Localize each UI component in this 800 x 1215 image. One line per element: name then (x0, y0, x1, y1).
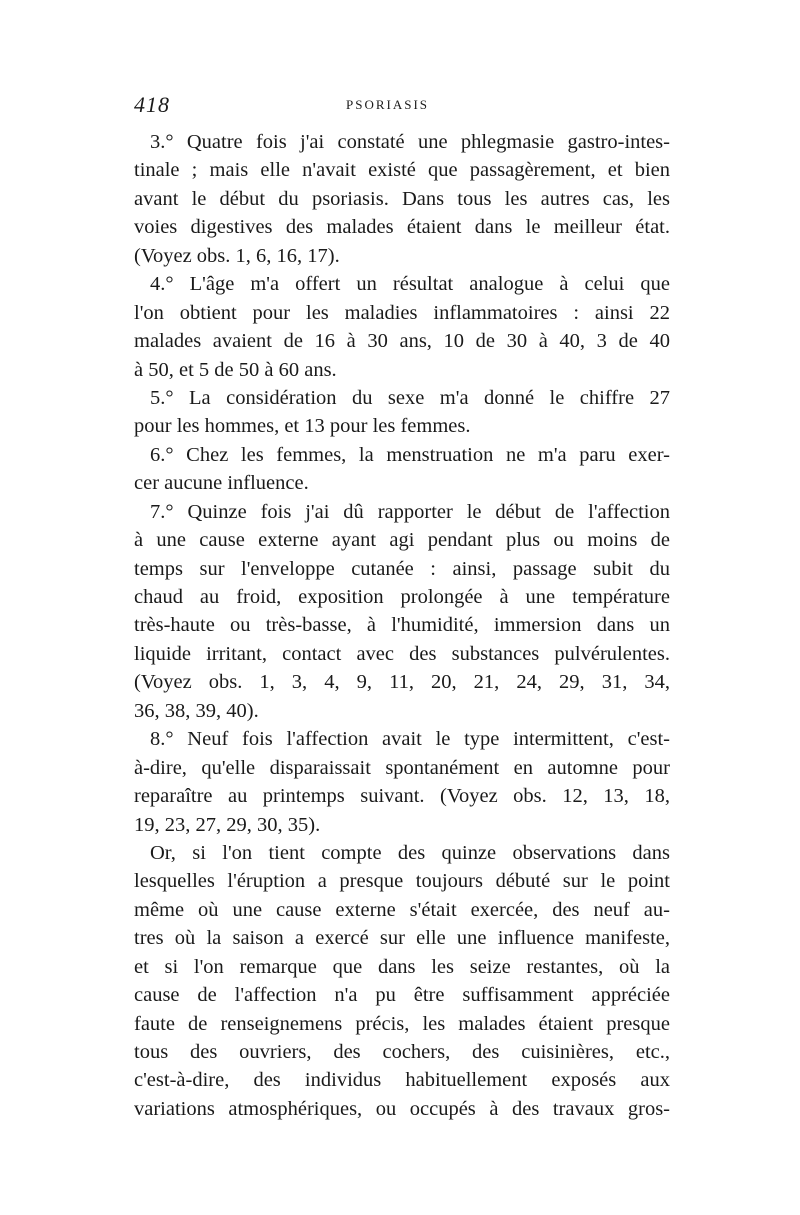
text-line: cause de l'affection n'a pu être suffisamment appréciée (134, 984, 670, 1007)
text-line: chaud au froid, exposition prolongée à une température (134, 586, 670, 608)
text-line: tous des ouvriers, des cochers, des cuisinières, etc., (134, 1041, 670, 1063)
text-line: avant le début du psoriasis. Dans tous les autres cas, les (134, 187, 670, 210)
page-header (134, 92, 674, 122)
text-line: malades avaient de 16 à 30 ans, 10 de 30 à 40, 3 de 40 (134, 330, 670, 353)
text-line: temps sur l'enveloppe cutanée : ainsi, passage subit du (134, 557, 670, 580)
text-line: (Voyez obs. 1, 6, 16, 17). (134, 244, 340, 267)
text-line: (Voyez obs. 1, 3, 4, 9, 11, 20, 21, 24, 29, 31, 34, (134, 671, 670, 694)
text-line: cer aucune influence. (134, 472, 309, 495)
text-line: à-dire, qu'elle disparaissait spontanément en automne pour (134, 756, 670, 779)
text-line: 8.° Neuf fois l'affection avait le type intermittent, c'est- (150, 728, 670, 751)
text-line: 19, 23, 27, 29, 30, 35). (134, 813, 321, 836)
text-line: 3.° Quatre fois j'ai constaté une phlegmasie gastro-intes- (150, 131, 670, 153)
text-line: 5.° La considération du sexe m'a donné le chiffre 27 (150, 386, 670, 409)
text-line: liquide irritant, contact avec des substances pulvérulentes. (134, 642, 670, 665)
text-line: 7.° Quinze fois j'ai dû rapporter le début de l'affection (150, 500, 670, 523)
text-line: à une cause externe ayant agi pendant plus ou moins de (134, 529, 670, 552)
body-text (134, 128, 670, 1123)
text-line: 6.° Chez les femmes, la menstruation ne m'a paru exer- (150, 443, 670, 466)
running-head: PSORIASIS (346, 97, 430, 112)
text-line: lesquelles l'éruption a presque toujours débuté sur le point (134, 870, 670, 893)
text-line: faute de renseignemens précis, les malades étaient presque (134, 1012, 670, 1035)
text-line: tres où la saison a exercé sur elle une influence manifeste, (134, 927, 670, 950)
text-line: variations atmosphériques, ou occupés à des travaux gros- (134, 1097, 670, 1120)
text-line: reparaître au printemps suivant. (Voyez obs. 12, 13, 18, (134, 785, 670, 808)
text-line: 4.° L'âge m'a offert un résultat analogue à celui que (150, 273, 670, 296)
text-line: pour les hommes, et 13 pour les femmes. (134, 415, 471, 438)
text-line: même où une cause externe s'était exercée, des neuf au- (134, 898, 670, 921)
text-line: c'est-à-dire, des individus habituellement exposés aux (134, 1069, 670, 1092)
text-line: à 50, et 5 de 50 à 60 ans. (134, 358, 337, 381)
text-line: voies digestives des malades étaient dans le meilleur état. (134, 216, 670, 239)
text-line: et si l'on remarque que dans les seize restantes, où la (134, 955, 670, 978)
text-line: 36, 38, 39, 40). (134, 699, 259, 722)
text-line: tinale ; mais elle n'avait existé que passagèrement, et bien (134, 159, 670, 182)
text-line: très-haute ou très-basse, à l'humidité, immersion dans un (134, 614, 670, 637)
page-number: 418 (134, 92, 170, 117)
text-line: Or, si l'on tient compte des quinze observations dans (150, 841, 670, 864)
text-line: l'on obtient pour les maladies inflammatoires : ainsi 22 (134, 301, 670, 324)
